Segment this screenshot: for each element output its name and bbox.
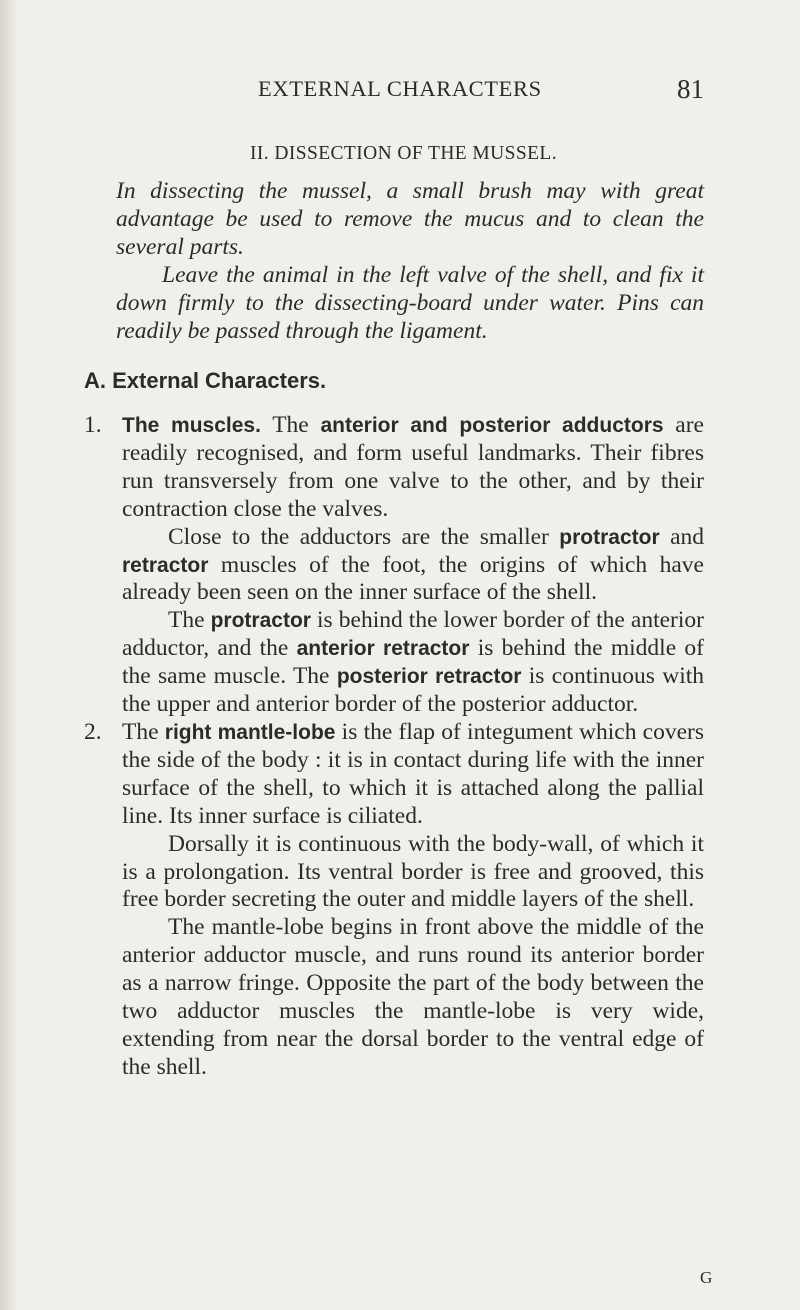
muscles-paragraph-1 [122,412,704,524]
text-run: The [168,607,211,634]
text-run: The [122,718,165,745]
text-run: is behind the middle of the same muscle. The [122,635,704,690]
mantle-paragraph-1 [122,719,704,831]
text-run: The [260,412,321,438]
text-run: are readily recognised, and form useful landmarks. Their fibres run transversely from one valve to the other, and by their contraction close the valves. [122,412,704,522]
running-head [0,76,800,110]
item-number: 2. [84,718,102,745]
mantle-paragraph-2: Dorsally it is continuous with the body-wall, of which it is a prolongation. Its ventral border is free and grooved, this free border secreting the outer and middle layers of the shell. [122,830,704,913]
subsection-heading: A. External Characters. [84,368,327,393]
term-protractor: protractor [559,525,660,549]
muscles-paragraph-2 [122,524,704,608]
mantle-paragraph-3: The mantle-lobe begins in front above the middle of the anterior adductor muscle, and runs round its anterior border as a narrow fringe. Opposite the part of the body between the two adductor muscles the mantle-lobe is very wide, extending from near the dorsal border to the ventral edge of the shell. [122,914,704,1080]
intro-paragraph-1: In dissecting the mussel, a small brush may with great advantage be used to remove the mucus and to clean the several parts. [116,178,704,260]
text-run: and [659,523,704,550]
page-number: 81 [677,74,704,104]
term-anterior-retractor: anterior retractor [296,637,470,661]
term-adductors: anterior and posterior adductors [320,414,664,437]
text-run: is continuous with the upper and anterior border of the posterior adductor. [122,663,704,718]
term-muscles: The muscles. [122,414,261,437]
running-title: EXTERNAL CHARACTERS [258,76,542,101]
text-run: muscles of the foot, the origins of which have already been seen on the inner surface of the shell. [122,551,704,606]
list-item-muscles [84,412,704,719]
intro-text [116,178,704,345]
item-number: 1. [84,412,102,438]
text-run: is behind the lower border of the anterior adductor, and the [122,607,704,662]
list-item-mantle-lobe [84,719,704,1082]
term-retractor: retractor [122,553,209,577]
muscles-paragraph-3 [122,607,704,719]
signature-mark: G [700,1268,713,1287]
term-protractor: protractor [210,609,311,633]
section-heading: II. DISSECTION OF THE MUSSEL. [250,143,558,164]
numbered-list [84,412,704,1082]
term-right-mantle-lobe: right mantle-lobe [164,720,336,744]
term-posterior-retractor: posterior retractor [336,665,522,689]
item-body [122,412,704,719]
page-gutter-shadow [0,0,18,1310]
text-run: is the flap of integument which covers the side of the body : it is in contact during life with the inner surface of the shell, to which it is attached along the pallial line. Its inner surface is ciliated. [122,718,704,829]
intro-paragraph-2: Leave the animal in the left valve of the shell, and fix it down firmly to the dissecting-board under water. Pins can readily be passed through the ligament. [116,261,704,344]
text-run: Close to the adductors are the smaller [168,523,560,550]
item-body [122,719,704,1082]
